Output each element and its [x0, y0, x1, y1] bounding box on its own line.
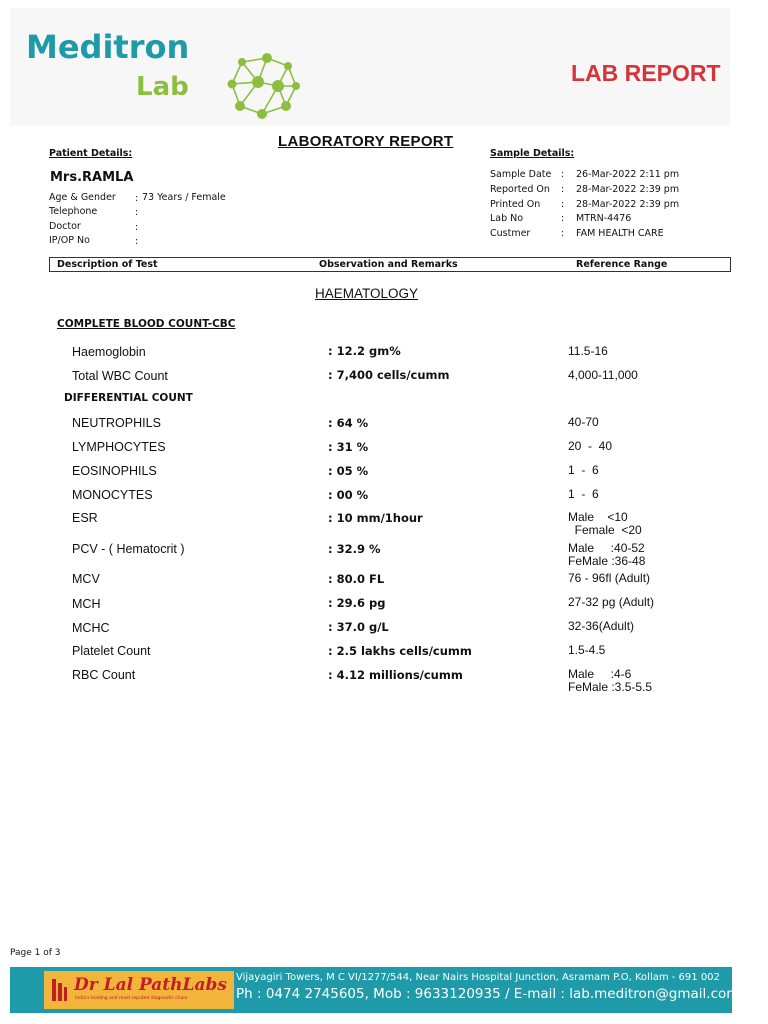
patient-field-value: 73 Years / Female: [142, 192, 226, 203]
field-separator: :: [135, 207, 139, 218]
test-reference-range: Male :40-52 FeMale :36-48: [568, 541, 646, 568]
patient-field-label: Telephone: [49, 206, 98, 217]
page-number: Page 1 of 3: [10, 948, 61, 958]
partner-logo-tagline: India's leading and most reputed diagnostic chain: [75, 996, 188, 1001]
report-title: LABORATORY REPORT: [278, 133, 454, 150]
partner-logo-text: Dr Lal PathLabs: [74, 975, 227, 995]
lab-flask-icon: [50, 977, 68, 1003]
patient-name: Mrs.RAMLA: [50, 170, 134, 185]
lab-report-banner: LAB REPORT: [571, 60, 721, 86]
test-name: Haemoglobin: [72, 345, 146, 359]
molecule-logo-icon: [222, 52, 312, 122]
test-result: : 29.6 pg: [328, 596, 386, 610]
section-title: HAEMATOLOGY: [315, 286, 419, 301]
sample-field-label: Lab No: [490, 213, 524, 224]
test-name: ESR: [72, 511, 98, 525]
sample-field-label: Sample Date: [490, 169, 552, 180]
test-name: MCH: [72, 597, 101, 611]
test-result: : 4.12 millions/cumm: [328, 668, 463, 682]
test-name: MCV: [72, 572, 100, 586]
partner-logo: [44, 971, 234, 1009]
footer-band: [10, 967, 740, 1013]
field-separator: :: [135, 193, 139, 204]
test-name: MCHC: [72, 621, 110, 635]
test-result: : 00 %: [328, 488, 369, 502]
field-separator: :: [135, 222, 139, 233]
test-reference-range: 1 - 6: [568, 487, 599, 501]
footer-address: Vijayagiri Towers, M C VI/1277/544, Near Nairs Hospital Junction, Asramam P.O, Kollam - 691 002: [236, 972, 720, 983]
test-result: : 05 %: [328, 464, 369, 478]
sample-field-label: Reported On: [490, 184, 550, 195]
test-name: RBC Count: [72, 668, 136, 682]
test-result: : 2.5 lakhs cells/cumm: [328, 644, 472, 658]
sample-field-label: Custmer: [490, 228, 531, 239]
field-separator: :: [561, 184, 565, 195]
test-name: Platelet Count: [72, 644, 151, 658]
test-result: : 7,400 cells/cumm: [328, 368, 450, 382]
test-reference-range: 1.5-4.5: [568, 643, 606, 657]
test-result: : 31 %: [328, 440, 369, 454]
subsection-title: COMPLETE BLOOD COUNT-CBC: [57, 318, 236, 330]
sample-field-label: Printed On: [490, 199, 541, 210]
sample-field-value: 28-Mar-2022 2:39 pm: [576, 199, 680, 210]
test-reference-range: Male :4-6 FeMale :3.5-5.5: [568, 667, 653, 694]
test-result: : 12.2 gm%: [328, 344, 401, 358]
logo-word-meditron: Meditron: [26, 28, 190, 66]
logo-word-lab: Lab: [136, 72, 189, 102]
test-result: : 80.0 FL: [328, 572, 385, 586]
test-name: LYMPHOCYTES: [72, 440, 166, 454]
test-name: NEUTROPHILS: [72, 416, 161, 430]
patient-field-label: Age & Gender: [49, 192, 116, 203]
sample-details-heading: Sample Details:: [490, 148, 575, 159]
patient-field-label: Doctor: [49, 221, 81, 232]
field-separator: :: [561, 169, 565, 180]
test-result: : 37.0 g/L: [328, 620, 389, 634]
group-title: DIFFERENTIAL COUNT: [64, 392, 193, 404]
field-separator: :: [135, 236, 139, 247]
test-reference-range: 27-32 pg (Adult): [568, 595, 655, 609]
field-separator: :: [561, 228, 565, 239]
test-result: : 32.9 %: [328, 542, 381, 556]
sample-field-value: 26-Mar-2022 2:11 pm: [576, 169, 680, 180]
column-header-reference: Reference Range: [576, 259, 668, 270]
sample-field-value: FAM HEALTH CARE: [576, 228, 664, 239]
field-separator: :: [561, 213, 565, 224]
sample-field-value: MTRN-4476: [576, 213, 632, 224]
test-reference-range: 1 - 6: [568, 463, 599, 477]
column-header-description: Description of Test: [57, 259, 158, 270]
sample-field-value: 28-Mar-2022 2:39 pm: [576, 184, 680, 195]
column-header-observation: Observation and Remarks: [319, 259, 458, 270]
test-name: Total WBC Count: [72, 369, 168, 383]
test-reference-range: 32-36(Adult): [568, 619, 635, 633]
test-reference-range: 4,000-11,000: [568, 368, 638, 382]
patient-field-label: IP/OP No: [49, 235, 90, 246]
test-result: : 64 %: [328, 416, 369, 430]
test-reference-range: 40-70: [568, 415, 599, 429]
test-reference-range: 20 - 40: [568, 439, 613, 453]
test-reference-range: Male <10 Female <20: [568, 510, 642, 537]
test-name: MONOCYTES: [72, 488, 153, 502]
patient-details-heading: Patient Details:: [49, 148, 133, 159]
test-result: : 10 mm/1hour: [328, 511, 423, 525]
field-separator: :: [561, 199, 565, 210]
test-name: PCV - ( Hematocrit ): [72, 542, 185, 556]
test-reference-range: 76 - 96fl (Adult): [568, 571, 651, 585]
column-header-bar: [49, 257, 731, 272]
test-reference-range: 11.5-16: [568, 344, 608, 358]
footer-contact: Ph : 0474 2745605, Mob : 9633120935 / E-mail : lab.meditron@gmail.com: [236, 986, 740, 1002]
test-name: EOSINOPHILS: [72, 464, 157, 478]
